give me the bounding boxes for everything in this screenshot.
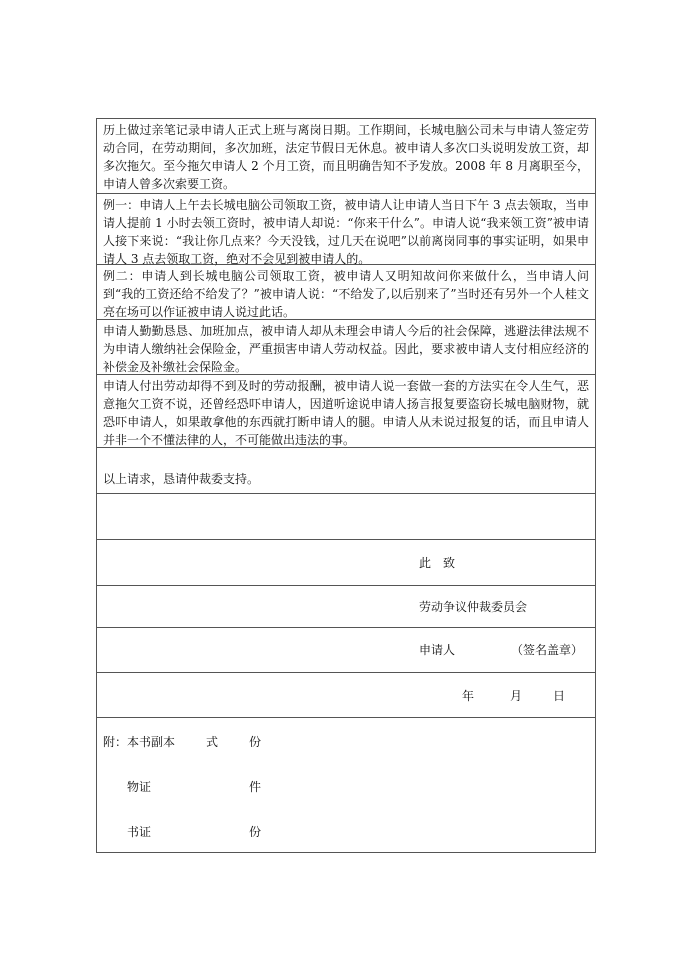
attachment-physical-evidence-unit: 件 [249, 780, 262, 794]
request-row [97, 448, 595, 494]
paragraph-facts: 历上做过亲笔记录申请人正式上班与离岗日期。工作期间，长城电脑公司未与申请人签定劳动合同，在劳动期间，多次加班，法定节假日无休息。被申请人多次口头说明发放工资，却多次拖欠。至今拖欠申请人 2 个月工资，而且明确告知不予发放。2008 年 8 月离职至今，申请人曾多次索要工资。 [103, 123, 589, 191]
cizhi-row [97, 540, 595, 586]
paragraph-social-insurance: 申请人勤勤恳恳、加班加点，被申请人却从未理会申请人今后的社会保障，逃避法律法规不为申请人缴纳社会保险金，严重损害申请人劳动权益。因此，要求被申请人支付相应经济的补偿金及补缴社会保险金。 [103, 324, 589, 374]
cizhi-text: 此 致 [419, 556, 456, 570]
date-row [97, 673, 595, 718]
date-month: 月 [510, 689, 523, 703]
attachments-row [97, 718, 595, 854]
attachment-copies-unit-shi: 式 [206, 735, 219, 749]
date-year: 年 [462, 689, 475, 703]
application-form-table [96, 118, 596, 853]
attachment-copies-unit-fen: 份 [249, 735, 262, 749]
paragraph-row-threat [97, 375, 595, 448]
sign-note: （签名盖章） [511, 643, 584, 657]
attachment-documentary-evidence-unit: 份 [249, 825, 262, 839]
attachment-physical-evidence-label: 物证 [127, 780, 152, 794]
committee-row [97, 586, 595, 628]
attachment-documentary-evidence-label: 书证 [127, 825, 152, 839]
committee-text: 劳动争议仲裁委员会 [419, 600, 528, 614]
date-day: 日 [553, 689, 566, 703]
paragraph-example-1: 例一：申请人上午去长城电脑公司领取工资，被申请人让申请人当日下午 3 点去领取，当申请人提前 1 小时去领工资时，被申请人却说：“你来干什么”。申请人说“我来领工资”被申请人接下来说：“我让你几点来？今天没钱，过几天在说吧”以前离岗同事的事实证明，如果申请人 3 点去领取工资，绝对不会见到被申请人的。 [103, 198, 589, 266]
paragraph-example-2: 例二：申请人到长城电脑公司领取工资，被申请人又明知故问你来做什么，当申请人问到“我的工资还给不给发了？”被申请人说：“不给发了,以后别来了”当时还有另外一个人桂文亮在场可以作证被申请人说过此话。 [103, 269, 589, 319]
blank-row [97, 494, 595, 540]
paragraph-row-example-2 [97, 265, 595, 320]
request-text: 以上请求，恳请仲裁委支持。 [103, 472, 260, 486]
applicant-label: 申请人 [419, 643, 456, 657]
attachment-copies-label: 附：本书副本 [103, 735, 176, 749]
paragraph-row-social-insurance [97, 320, 595, 375]
paragraph-row-facts [97, 119, 595, 194]
paragraph-threat: 申请人付出劳动却得不到及时的劳动报酬，被申请人说一套做一套的方法实在令人生气，恶意拖欠工资不说，还曾经恐吓申请人，因道听途说申请人扬言报复要盗窃长城电脑财物，就恐吓申请人，如果敢拿他的东西就打断申请人的腿。申请人从未说过报复的话，而且申请人并非一个不懂法律的人，不可能做出违法的事。 [103, 379, 589, 447]
applicant-row [97, 628, 595, 673]
paragraph-row-example-1 [97, 194, 595, 265]
